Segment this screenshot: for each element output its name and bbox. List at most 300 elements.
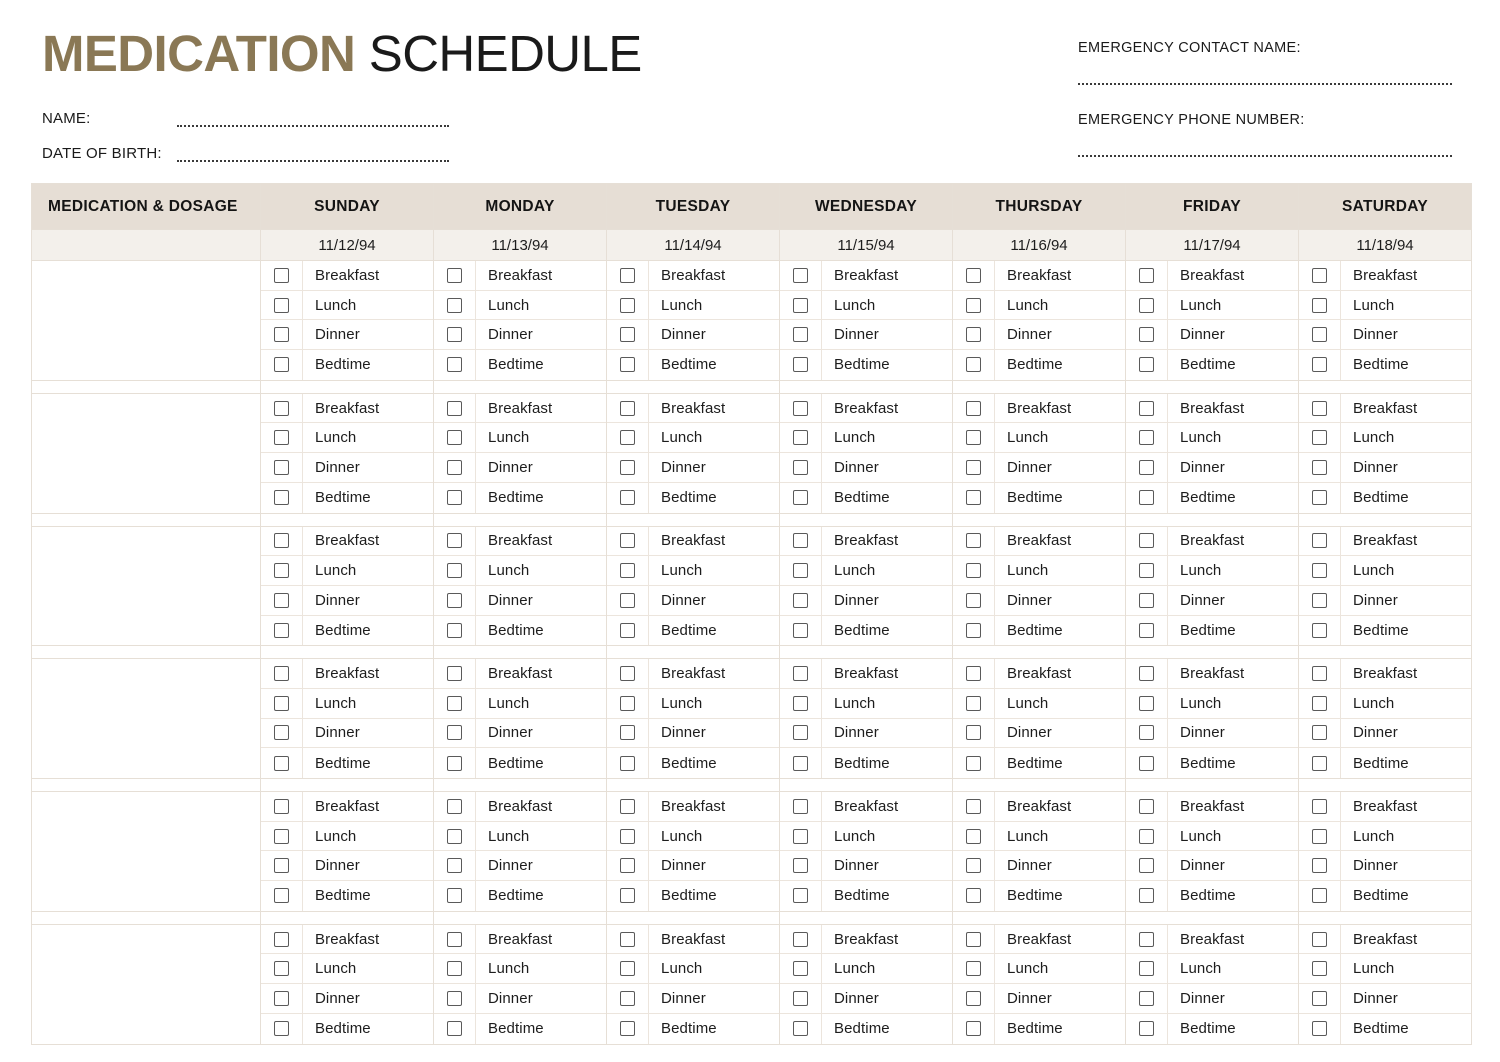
checkbox-lunch[interactable]: [793, 829, 808, 844]
checkbox-lunch[interactable]: [1312, 961, 1327, 976]
checkbox-cell[interactable]: [434, 586, 476, 615]
time-slot-breakfast[interactable]: [261, 394, 433, 424]
checkbox-breakfast[interactable]: [793, 268, 808, 283]
checkbox-lunch[interactable]: [966, 298, 981, 313]
checkbox-lunch[interactable]: [1139, 696, 1154, 711]
checkbox-cell[interactable]: [607, 822, 649, 851]
checkbox-bedtime[interactable]: [620, 357, 635, 372]
time-slot-dinner[interactable]: [261, 719, 433, 749]
time-slot-breakfast[interactable]: [780, 394, 952, 424]
time-slot-dinner[interactable]: [1126, 851, 1298, 881]
checkbox-dinner[interactable]: [1312, 991, 1327, 1006]
patient-dob-input[interactable]: [177, 160, 449, 162]
time-slot-lunch[interactable]: [434, 954, 606, 984]
checkbox-dinner[interactable]: [1139, 725, 1154, 740]
time-slot-dinner[interactable]: [780, 719, 952, 749]
checkbox-cell[interactable]: [953, 748, 995, 778]
checkbox-lunch[interactable]: [966, 430, 981, 445]
time-slot-lunch[interactable]: [434, 291, 606, 321]
checkbox-cell[interactable]: [1299, 320, 1341, 349]
checkbox-dinner[interactable]: [274, 593, 289, 608]
checkbox-cell[interactable]: [780, 586, 822, 615]
time-slot-lunch[interactable]: [780, 954, 952, 984]
checkbox-dinner[interactable]: [274, 725, 289, 740]
checkbox-bedtime[interactable]: [966, 1021, 981, 1036]
time-slot-dinner[interactable]: [1299, 586, 1471, 616]
checkbox-breakfast[interactable]: [620, 799, 635, 814]
time-slot-breakfast[interactable]: [1126, 792, 1298, 822]
checkbox-cell[interactable]: [261, 1014, 303, 1044]
checkbox-breakfast[interactable]: [274, 401, 289, 416]
checkbox-cell[interactable]: [780, 350, 822, 380]
checkbox-lunch[interactable]: [966, 696, 981, 711]
time-slot-breakfast[interactable]: [261, 792, 433, 822]
checkbox-bedtime[interactable]: [447, 490, 462, 505]
time-slot-breakfast[interactable]: [1299, 659, 1471, 689]
checkbox-cell[interactable]: [261, 261, 303, 290]
checkbox-dinner[interactable]: [620, 858, 635, 873]
time-slot-bedtime[interactable]: [607, 350, 779, 380]
time-slot-bedtime[interactable]: [1299, 1014, 1471, 1044]
checkbox-dinner[interactable]: [1312, 327, 1327, 342]
time-slot-lunch[interactable]: [1126, 689, 1298, 719]
time-slot-lunch[interactable]: [261, 954, 433, 984]
checkbox-cell[interactable]: [607, 689, 649, 718]
checkbox-cell[interactable]: [1299, 453, 1341, 482]
time-slot-dinner[interactable]: [1126, 453, 1298, 483]
time-slot-breakfast[interactable]: [1299, 261, 1471, 291]
checkbox-lunch[interactable]: [274, 430, 289, 445]
time-slot-breakfast[interactable]: [261, 659, 433, 689]
checkbox-cell[interactable]: [953, 851, 995, 880]
time-slot-bedtime[interactable]: [434, 1014, 606, 1044]
checkbox-bedtime[interactable]: [447, 357, 462, 372]
checkbox-lunch[interactable]: [274, 563, 289, 578]
checkbox-cell[interactable]: [434, 954, 476, 983]
checkbox-cell[interactable]: [1126, 394, 1168, 423]
time-slot-lunch[interactable]: [1126, 556, 1298, 586]
checkbox-dinner[interactable]: [1139, 593, 1154, 608]
time-slot-dinner[interactable]: [607, 851, 779, 881]
time-slot-breakfast[interactable]: [1299, 925, 1471, 955]
time-slot-breakfast[interactable]: [607, 792, 779, 822]
checkbox-dinner[interactable]: [793, 725, 808, 740]
checkbox-cell[interactable]: [261, 394, 303, 423]
checkbox-lunch[interactable]: [1139, 829, 1154, 844]
patient-name-input[interactable]: [177, 125, 449, 127]
time-slot-breakfast[interactable]: [261, 527, 433, 557]
checkbox-lunch[interactable]: [447, 563, 462, 578]
checkbox-cell[interactable]: [953, 291, 995, 320]
checkbox-dinner[interactable]: [620, 593, 635, 608]
medication-name-input[interactable]: [32, 924, 261, 1044]
checkbox-lunch[interactable]: [447, 829, 462, 844]
checkbox-cell[interactable]: [607, 659, 649, 688]
time-slot-bedtime[interactable]: [780, 748, 952, 778]
checkbox-breakfast[interactable]: [447, 268, 462, 283]
checkbox-lunch[interactable]: [620, 298, 635, 313]
checkbox-bedtime[interactable]: [1139, 490, 1154, 505]
checkbox-cell[interactable]: [953, 586, 995, 615]
time-slot-breakfast[interactable]: [1299, 792, 1471, 822]
checkbox-cell[interactable]: [434, 453, 476, 482]
checkbox-cell[interactable]: [953, 1014, 995, 1044]
checkbox-cell[interactable]: [261, 748, 303, 778]
checkbox-breakfast[interactable]: [966, 799, 981, 814]
date-cell-tuesday[interactable]: 11/14/94: [607, 230, 780, 261]
time-slot-bedtime[interactable]: [1299, 881, 1471, 911]
checkbox-cell[interactable]: [780, 291, 822, 320]
checkbox-cell[interactable]: [607, 792, 649, 821]
checkbox-lunch[interactable]: [1312, 563, 1327, 578]
checkbox-cell[interactable]: [780, 851, 822, 880]
time-slot-breakfast[interactable]: [780, 792, 952, 822]
checkbox-cell[interactable]: [261, 925, 303, 954]
checkbox-breakfast[interactable]: [1139, 533, 1154, 548]
checkbox-dinner[interactable]: [447, 725, 462, 740]
time-slot-dinner[interactable]: [434, 320, 606, 350]
checkbox-cell[interactable]: [607, 394, 649, 423]
checkbox-cell[interactable]: [953, 483, 995, 513]
checkbox-breakfast[interactable]: [1139, 932, 1154, 947]
checkbox-cell[interactable]: [434, 616, 476, 646]
time-slot-dinner[interactable]: [434, 984, 606, 1014]
checkbox-cell[interactable]: [434, 527, 476, 556]
time-slot-lunch[interactable]: [780, 291, 952, 321]
checkbox-bedtime[interactable]: [447, 756, 462, 771]
checkbox-breakfast[interactable]: [274, 932, 289, 947]
checkbox-bedtime[interactable]: [447, 1021, 462, 1036]
checkbox-bedtime[interactable]: [274, 357, 289, 372]
checkbox-cell[interactable]: [1299, 394, 1341, 423]
checkbox-cell[interactable]: [1126, 453, 1168, 482]
checkbox-cell[interactable]: [780, 556, 822, 585]
checkbox-bedtime[interactable]: [1139, 756, 1154, 771]
checkbox-cell[interactable]: [434, 881, 476, 911]
checkbox-cell[interactable]: [1126, 320, 1168, 349]
checkbox-bedtime[interactable]: [1139, 1021, 1154, 1036]
checkbox-cell[interactable]: [1126, 350, 1168, 380]
time-slot-lunch[interactable]: [261, 822, 433, 852]
checkbox-cell[interactable]: [434, 984, 476, 1013]
time-slot-dinner[interactable]: [607, 586, 779, 616]
checkbox-cell[interactable]: [261, 423, 303, 452]
checkbox-cell[interactable]: [434, 1014, 476, 1044]
checkbox-cell[interactable]: [1126, 822, 1168, 851]
medication-name-input[interactable]: [32, 526, 261, 646]
checkbox-breakfast[interactable]: [274, 268, 289, 283]
checkbox-cell[interactable]: [953, 394, 995, 423]
checkbox-dinner[interactable]: [1139, 858, 1154, 873]
time-slot-dinner[interactable]: [261, 453, 433, 483]
time-slot-breakfast[interactable]: [780, 659, 952, 689]
checkbox-cell[interactable]: [780, 881, 822, 911]
time-slot-bedtime[interactable]: [261, 350, 433, 380]
checkbox-breakfast[interactable]: [1312, 401, 1327, 416]
time-slot-dinner[interactable]: [1126, 320, 1298, 350]
checkbox-cell[interactable]: [434, 851, 476, 880]
checkbox-cell[interactable]: [261, 689, 303, 718]
time-slot-bedtime[interactable]: [953, 881, 1125, 911]
checkbox-lunch[interactable]: [447, 961, 462, 976]
checkbox-cell[interactable]: [780, 748, 822, 778]
checkbox-bedtime[interactable]: [1312, 1021, 1327, 1036]
checkbox-cell[interactable]: [780, 689, 822, 718]
checkbox-dinner[interactable]: [620, 460, 635, 475]
checkbox-cell[interactable]: [607, 556, 649, 585]
emergency-phone-field[interactable]: [1078, 112, 1453, 157]
time-slot-bedtime[interactable]: [780, 616, 952, 646]
time-slot-breakfast[interactable]: [261, 261, 433, 291]
checkbox-cell[interactable]: [261, 881, 303, 911]
checkbox-cell[interactable]: [1299, 1014, 1341, 1044]
checkbox-cell[interactable]: [261, 984, 303, 1013]
time-slot-bedtime[interactable]: [1299, 350, 1471, 380]
checkbox-bedtime[interactable]: [620, 1021, 635, 1036]
checkbox-breakfast[interactable]: [1139, 799, 1154, 814]
checkbox-cell[interactable]: [607, 616, 649, 646]
time-slot-breakfast[interactable]: [953, 394, 1125, 424]
checkbox-dinner[interactable]: [793, 460, 808, 475]
time-slot-dinner[interactable]: [1299, 851, 1471, 881]
time-slot-lunch[interactable]: [1299, 954, 1471, 984]
time-slot-bedtime[interactable]: [1126, 1014, 1298, 1044]
checkbox-dinner[interactable]: [274, 460, 289, 475]
checkbox-cell[interactable]: [434, 719, 476, 748]
time-slot-lunch[interactable]: [607, 689, 779, 719]
time-slot-bedtime[interactable]: [261, 748, 433, 778]
checkbox-cell[interactable]: [607, 423, 649, 452]
emergency-contact-name-field[interactable]: [1078, 40, 1453, 85]
checkbox-lunch[interactable]: [620, 696, 635, 711]
checkbox-cell[interactable]: [953, 453, 995, 482]
medication-name-input[interactable]: [32, 659, 261, 779]
time-slot-lunch[interactable]: [1126, 954, 1298, 984]
time-slot-lunch[interactable]: [1126, 423, 1298, 453]
time-slot-bedtime[interactable]: [434, 350, 606, 380]
time-slot-bedtime[interactable]: [1299, 483, 1471, 513]
time-slot-lunch[interactable]: [953, 822, 1125, 852]
patient-dob-field[interactable]: [42, 145, 162, 165]
checkbox-cell[interactable]: [780, 954, 822, 983]
time-slot-bedtime[interactable]: [1126, 350, 1298, 380]
checkbox-lunch[interactable]: [620, 961, 635, 976]
checkbox-cell[interactable]: [1299, 851, 1341, 880]
checkbox-cell[interactable]: [607, 350, 649, 380]
time-slot-lunch[interactable]: [1299, 556, 1471, 586]
time-slot-lunch[interactable]: [1126, 822, 1298, 852]
checkbox-lunch[interactable]: [447, 696, 462, 711]
time-slot-lunch[interactable]: [1299, 423, 1471, 453]
checkbox-breakfast[interactable]: [620, 401, 635, 416]
time-slot-lunch[interactable]: [434, 556, 606, 586]
checkbox-breakfast[interactable]: [274, 799, 289, 814]
time-slot-dinner[interactable]: [434, 453, 606, 483]
checkbox-cell[interactable]: [953, 556, 995, 585]
checkbox-cell[interactable]: [780, 719, 822, 748]
time-slot-breakfast[interactable]: [1126, 394, 1298, 424]
checkbox-cell[interactable]: [261, 453, 303, 482]
checkbox-bedtime[interactable]: [274, 490, 289, 505]
checkbox-dinner[interactable]: [447, 327, 462, 342]
time-slot-bedtime[interactable]: [953, 483, 1125, 513]
checkbox-breakfast[interactable]: [1139, 268, 1154, 283]
checkbox-dinner[interactable]: [620, 725, 635, 740]
checkbox-cell[interactable]: [1126, 1014, 1168, 1044]
checkbox-dinner[interactable]: [966, 991, 981, 1006]
time-slot-dinner[interactable]: [780, 453, 952, 483]
checkbox-lunch[interactable]: [793, 696, 808, 711]
checkbox-cell[interactable]: [261, 954, 303, 983]
time-slot-lunch[interactable]: [953, 291, 1125, 321]
checkbox-cell[interactable]: [434, 394, 476, 423]
checkbox-lunch[interactable]: [1139, 298, 1154, 313]
time-slot-dinner[interactable]: [434, 851, 606, 881]
time-slot-lunch[interactable]: [607, 291, 779, 321]
time-slot-dinner[interactable]: [261, 984, 433, 1014]
checkbox-lunch[interactable]: [1312, 430, 1327, 445]
time-slot-lunch[interactable]: [434, 423, 606, 453]
checkbox-cell[interactable]: [607, 483, 649, 513]
checkbox-dinner[interactable]: [966, 593, 981, 608]
time-slot-dinner[interactable]: [953, 453, 1125, 483]
checkbox-cell[interactable]: [1299, 616, 1341, 646]
checkbox-cell[interactable]: [1126, 261, 1168, 290]
checkbox-cell[interactable]: [953, 261, 995, 290]
checkbox-dinner[interactable]: [447, 460, 462, 475]
checkbox-cell[interactable]: [1299, 689, 1341, 718]
checkbox-cell[interactable]: [1126, 748, 1168, 778]
checkbox-cell[interactable]: [780, 261, 822, 290]
checkbox-lunch[interactable]: [1312, 829, 1327, 844]
time-slot-breakfast[interactable]: [780, 925, 952, 955]
checkbox-cell[interactable]: [953, 984, 995, 1013]
date-cell-wednesday[interactable]: 11/15/94: [780, 230, 953, 261]
time-slot-breakfast[interactable]: [953, 792, 1125, 822]
checkbox-dinner[interactable]: [1139, 991, 1154, 1006]
medication-name-input[interactable]: [32, 792, 261, 912]
checkbox-breakfast[interactable]: [793, 533, 808, 548]
time-slot-breakfast[interactable]: [1126, 527, 1298, 557]
checkbox-cell[interactable]: [607, 453, 649, 482]
time-slot-lunch[interactable]: [1299, 689, 1471, 719]
time-slot-dinner[interactable]: [261, 320, 433, 350]
checkbox-dinner[interactable]: [447, 593, 462, 608]
checkbox-cell[interactable]: [1126, 483, 1168, 513]
checkbox-bedtime[interactable]: [447, 623, 462, 638]
time-slot-lunch[interactable]: [953, 423, 1125, 453]
checkbox-bedtime[interactable]: [274, 888, 289, 903]
time-slot-lunch[interactable]: [434, 689, 606, 719]
checkbox-lunch[interactable]: [793, 430, 808, 445]
checkbox-dinner[interactable]: [966, 858, 981, 873]
checkbox-bedtime[interactable]: [793, 756, 808, 771]
checkbox-breakfast[interactable]: [620, 268, 635, 283]
checkbox-lunch[interactable]: [966, 829, 981, 844]
checkbox-cell[interactable]: [434, 423, 476, 452]
checkbox-cell[interactable]: [780, 483, 822, 513]
checkbox-dinner[interactable]: [793, 991, 808, 1006]
checkbox-bedtime[interactable]: [1139, 888, 1154, 903]
time-slot-breakfast[interactable]: [953, 925, 1125, 955]
checkbox-dinner[interactable]: [966, 725, 981, 740]
checkbox-dinner[interactable]: [1139, 460, 1154, 475]
time-slot-dinner[interactable]: [780, 586, 952, 616]
checkbox-bedtime[interactable]: [793, 623, 808, 638]
checkbox-cell[interactable]: [953, 527, 995, 556]
checkbox-bedtime[interactable]: [447, 888, 462, 903]
checkbox-breakfast[interactable]: [447, 799, 462, 814]
checkbox-breakfast[interactable]: [793, 799, 808, 814]
checkbox-cell[interactable]: [1299, 350, 1341, 380]
checkbox-breakfast[interactable]: [793, 932, 808, 947]
checkbox-lunch[interactable]: [966, 563, 981, 578]
time-slot-bedtime[interactable]: [607, 483, 779, 513]
checkbox-breakfast[interactable]: [966, 533, 981, 548]
checkbox-cell[interactable]: [261, 586, 303, 615]
time-slot-lunch[interactable]: [953, 556, 1125, 586]
checkbox-bedtime[interactable]: [793, 490, 808, 505]
checkbox-cell[interactable]: [261, 483, 303, 513]
date-cell-saturday[interactable]: 11/18/94: [1299, 230, 1472, 261]
time-slot-lunch[interactable]: [1126, 291, 1298, 321]
checkbox-cell[interactable]: [1299, 261, 1341, 290]
checkbox-breakfast[interactable]: [620, 932, 635, 947]
checkbox-cell[interactable]: [607, 1014, 649, 1044]
checkbox-cell[interactable]: [1126, 954, 1168, 983]
checkbox-bedtime[interactable]: [1312, 490, 1327, 505]
checkbox-cell[interactable]: [1126, 719, 1168, 748]
time-slot-bedtime[interactable]: [780, 483, 952, 513]
checkbox-cell[interactable]: [1126, 556, 1168, 585]
time-slot-lunch[interactable]: [261, 556, 433, 586]
checkbox-breakfast[interactable]: [274, 533, 289, 548]
checkbox-dinner[interactable]: [274, 327, 289, 342]
time-slot-lunch[interactable]: [953, 954, 1125, 984]
time-slot-breakfast[interactable]: [261, 925, 433, 955]
time-slot-bedtime[interactable]: [953, 616, 1125, 646]
checkbox-cell[interactable]: [261, 851, 303, 880]
time-slot-dinner[interactable]: [953, 984, 1125, 1014]
checkbox-lunch[interactable]: [966, 961, 981, 976]
checkbox-bedtime[interactable]: [620, 756, 635, 771]
checkbox-breakfast[interactable]: [274, 666, 289, 681]
checkbox-cell[interactable]: [953, 616, 995, 646]
time-slot-bedtime[interactable]: [953, 350, 1125, 380]
checkbox-cell[interactable]: [953, 925, 995, 954]
checkbox-cell[interactable]: [261, 527, 303, 556]
time-slot-breakfast[interactable]: [780, 527, 952, 557]
checkbox-cell[interactable]: [1299, 881, 1341, 911]
checkbox-dinner[interactable]: [447, 991, 462, 1006]
checkbox-cell[interactable]: [953, 719, 995, 748]
emergency-phone-input[interactable]: [1078, 155, 1452, 157]
time-slot-bedtime[interactable]: [434, 616, 606, 646]
checkbox-cell[interactable]: [434, 822, 476, 851]
time-slot-breakfast[interactable]: [953, 659, 1125, 689]
time-slot-breakfast[interactable]: [780, 261, 952, 291]
checkbox-cell[interactable]: [1126, 881, 1168, 911]
time-slot-breakfast[interactable]: [953, 261, 1125, 291]
checkbox-cell[interactable]: [1299, 423, 1341, 452]
checkbox-cell[interactable]: [261, 659, 303, 688]
checkbox-cell[interactable]: [434, 925, 476, 954]
time-slot-dinner[interactable]: [1299, 984, 1471, 1014]
checkbox-cell[interactable]: [434, 291, 476, 320]
checkbox-cell[interactable]: [953, 822, 995, 851]
checkbox-cell[interactable]: [434, 556, 476, 585]
checkbox-breakfast[interactable]: [447, 533, 462, 548]
